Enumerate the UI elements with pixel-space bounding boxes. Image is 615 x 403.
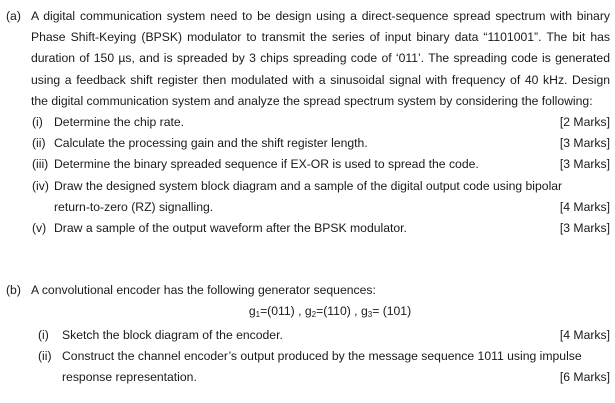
part-b-item-ii (6, 346, 610, 388)
part-a-intro-text: A digital communication system need to be design using a direct-sequence spread spectrum with binary Phase Shift-Keying (BPSK) modulator to transmit the series of input binary data “1101001”. The bit has duration of 150 µs, and is spreaded by 3 chips spreading code of ‘011’. The spreading code is generated using a feedback shift register then modulated with a sinusoidal signal with frequency of 40 kHz. Design the digital communication system and analyze the spread spectrum system by considering the following: (31, 9, 610, 108)
item-marks: [4 Marks] (559, 199, 610, 214)
part-a-item-v (6, 218, 610, 239)
item-text: Construct the channel encoder’s output produced by the message sequence 1011 using impulse (62, 349, 582, 363)
question-part-b (6, 280, 610, 388)
item-marks: [3 Marks] (559, 221, 610, 236)
item-number: (ii) (38, 349, 52, 363)
question-part-a (6, 6, 610, 239)
item-marks: [3 Marks] (559, 157, 610, 172)
part-a-item-ii (6, 133, 610, 154)
item-text: Calculate the processing gain and the shift register length. (54, 136, 368, 151)
item-number: (v) (32, 221, 47, 236)
generator-g2: $g_2=(110)$ , (304, 304, 358, 319)
item-number: (i) (38, 328, 49, 342)
item-number: (iv) (32, 178, 49, 193)
part-a-items (6, 112, 610, 239)
part-a-label: (a) (6, 9, 21, 23)
item-marks: [4 Marks] (559, 328, 610, 342)
part-a-intro (6, 6, 610, 112)
generator-g3: $g_3= (101)$ (360, 304, 412, 319)
item-text-continued: response representation. (62, 370, 197, 384)
part-b-item-i (6, 325, 610, 346)
part-b-label: (b) (6, 283, 21, 297)
item-number: (ii) (32, 136, 46, 151)
item-text: Determine the binary spreaded sequence if EX-OR is used to spread the code. (54, 157, 479, 172)
generator-sequences (50, 301, 610, 325)
item-text: Draw a sample of the output waveform after the BPSK modulator. (54, 221, 407, 236)
item-number: (i) (32, 115, 43, 130)
part-a-item-i (6, 112, 610, 133)
item-marks: [2 Marks] (559, 115, 610, 130)
item-text-continued: return-to-zero (RZ) signalling. (54, 199, 214, 214)
part-a-item-iii (6, 154, 610, 175)
item-marks: [3 Marks] (559, 136, 610, 151)
generator-g1: $g_1=(011)$ , (248, 304, 302, 319)
item-text: Determine the chip rate. (54, 115, 185, 130)
item-text: Draw the designed system block diagram and a sample of the digital output code using bipolar (54, 178, 563, 193)
item-number: (iii) (32, 157, 49, 172)
part-b-intro (6, 280, 610, 301)
item-text: Sketch the block diagram of the encoder. (62, 328, 283, 342)
item-marks: [6 Marks] (559, 370, 610, 384)
part-b-items (6, 325, 610, 388)
part-b-intro-text: A convolutional encoder has the following generator sequences: (31, 283, 376, 297)
part-a-item-iv (6, 176, 610, 218)
